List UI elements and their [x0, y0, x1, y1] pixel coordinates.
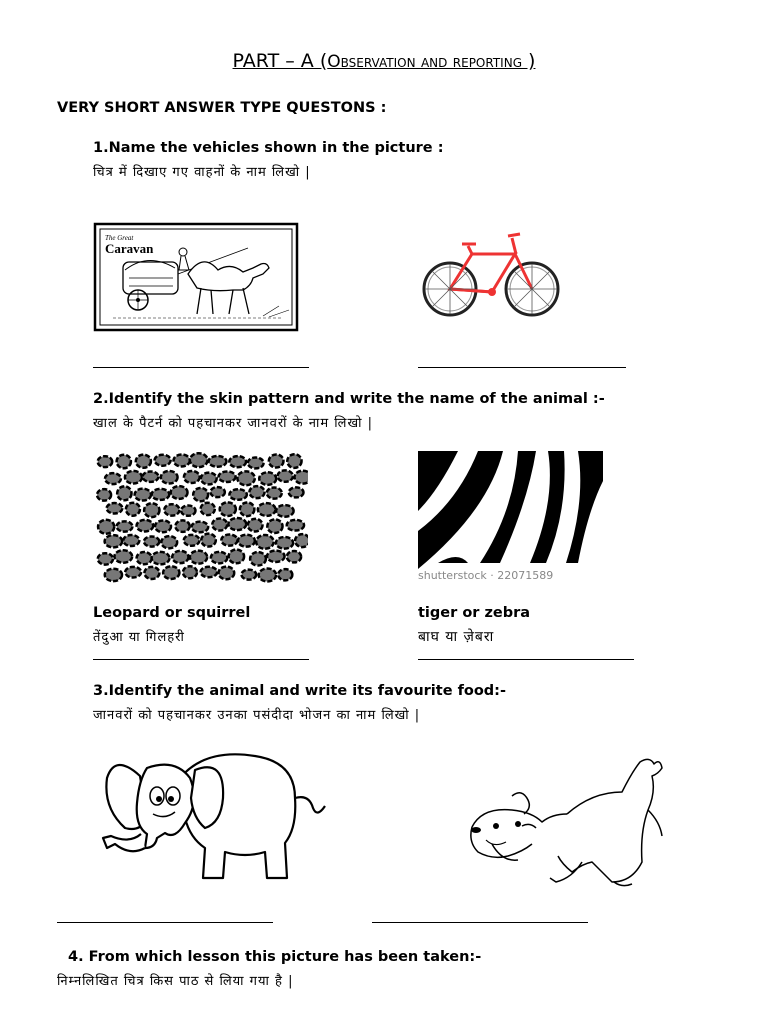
page-title: [0, 50, 768, 72]
bicycle-image: [420, 224, 560, 324]
question-4: 4. From which lesson this picture has been taken:-: [68, 949, 482, 965]
leopard-skin-image: [93, 451, 308, 584]
question-4-hindi: निम्नलिखित चित्र किस पाठ से लिया गया है |: [57, 974, 294, 989]
title-small-caps: Observation and reporting: [327, 52, 522, 72]
dog-image: [462, 752, 672, 892]
caravan-sublabel: The Great: [105, 234, 134, 242]
question-1: 1.Name the vehicles shown in the picture :: [93, 140, 444, 156]
option-2: tiger or zebra: [418, 605, 531, 621]
question-3: 3.Identify the animal and write its favourite food:-: [93, 683, 507, 699]
title-close: ): [522, 50, 536, 72]
question-3-hindi: जानवरों को पहचानकर उनका पसंदीदा भोजन का नाम लिखो |: [93, 708, 421, 723]
answer-blank-3a[interactable]: [57, 922, 273, 923]
answer-blank-2b[interactable]: [418, 659, 634, 660]
answer-blank-1b[interactable]: [418, 367, 626, 368]
question-2-hindi: खाल के पैटर्न को पहचानकर जानवरों के नाम लिखो |: [93, 416, 373, 431]
question-1-hindi: चित्र में दिखाए गए वाहनों के नाम लिखो |: [93, 165, 311, 180]
section-heading: VERY SHORT ANSWER TYPE QUESTONS :: [57, 100, 387, 116]
option-2-hindi: बाघ या ज़ेबरा: [418, 629, 495, 645]
answer-blank-1a[interactable]: [93, 367, 309, 368]
answer-blank-3b[interactable]: [372, 922, 588, 923]
watermark-text: shutterstock · 22071589: [418, 569, 554, 582]
answer-blank-2a[interactable]: [93, 659, 309, 660]
zebra-skin-image: [418, 451, 603, 584]
caravan-label: Caravan: [105, 241, 154, 256]
question-2: 2.Identify the skin pattern and write the name of the animal :-: [93, 391, 605, 407]
elephant-image: [95, 748, 330, 888]
caravan-image: [93, 222, 299, 332]
option-1-hindi: तेंदुआ या गिलहरी: [93, 630, 185, 645]
title-part: PART – A (: [232, 50, 328, 72]
option-1: Leopard or squirrel: [93, 605, 251, 621]
